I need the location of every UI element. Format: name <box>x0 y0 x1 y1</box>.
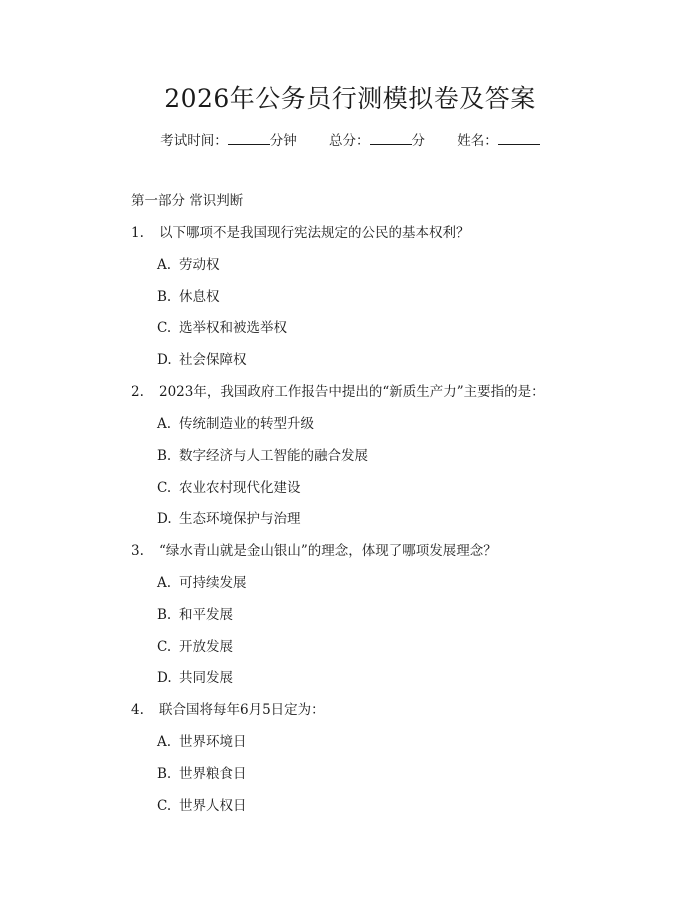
option-1b <box>157 287 220 307</box>
option-3b <box>157 605 233 625</box>
option-text: 和平发展 <box>179 607 233 623</box>
exam-time-label: 考试时间： <box>160 133 228 149</box>
option-2b <box>157 446 368 466</box>
question-4 <box>131 700 325 720</box>
exam-score-blank <box>370 132 412 145</box>
option-letter: B. <box>157 289 172 305</box>
option-text: 世界粮食日 <box>179 766 247 782</box>
option-3c <box>157 637 233 657</box>
section-title: 第一部分 常识判断 <box>131 193 244 209</box>
option-4b <box>157 764 247 784</box>
exam-score <box>329 131 425 151</box>
option-text: 开放发展 <box>179 639 233 655</box>
exam-score-label: 总分： <box>329 133 370 149</box>
option-text: 世界人权日 <box>179 798 247 814</box>
option-text: 生态环境保护与治理 <box>179 511 301 527</box>
option-text: 世界环境日 <box>179 734 247 750</box>
exam-name-label: 姓名： <box>457 133 498 149</box>
option-text: 数字经济与人工智能的融合发展 <box>179 448 368 464</box>
exam-score-unit: 分 <box>411 133 425 149</box>
question-text: 以下哪项不是我国现行宪法规定的公民的基本权利？ <box>159 225 470 241</box>
option-letter: C. <box>157 480 172 496</box>
question-text: 2023年，我国政府工作报告中提出的“新质生产力”主要指的是： <box>159 384 545 400</box>
option-1c <box>157 318 287 338</box>
option-letter: A. <box>157 257 172 273</box>
question-number: 2. <box>131 384 144 400</box>
option-letter: A. <box>157 734 172 750</box>
option-text: 农业农村现代化建设 <box>179 480 301 496</box>
page-title: 2026年公务员行测模拟卷及答案 <box>164 84 536 113</box>
option-4a <box>157 732 247 752</box>
option-letter: A. <box>157 416 172 432</box>
option-text: 休息权 <box>179 289 220 305</box>
option-1d <box>157 350 247 370</box>
question-number: 3. <box>131 543 144 559</box>
option-text: 选举权和被选举权 <box>179 320 287 336</box>
question-2 <box>131 382 545 402</box>
option-2a <box>157 414 314 434</box>
option-letter: B. <box>157 607 172 623</box>
question-number: 1. <box>131 225 144 241</box>
option-text: 劳动权 <box>179 257 220 273</box>
option-text: 传统制造业的转型升级 <box>179 416 314 432</box>
question-3 <box>131 541 497 561</box>
option-letter: D. <box>157 511 172 527</box>
question-number: 4. <box>131 702 144 718</box>
option-3d <box>157 668 233 688</box>
option-letter: A. <box>157 575 172 591</box>
option-2c <box>157 478 301 498</box>
exam-meta <box>0 131 700 151</box>
question-text: “绿水青山就是金山银山”的理念，体现了哪项发展理念？ <box>159 543 497 559</box>
option-letter: C. <box>157 798 172 814</box>
option-letter: B. <box>157 766 172 782</box>
option-letter: B. <box>157 448 172 464</box>
exam-time-blank <box>228 132 270 145</box>
option-2d <box>157 509 301 529</box>
option-letter: D. <box>157 352 172 368</box>
option-letter: D. <box>157 670 172 686</box>
exam-time-unit: 分钟 <box>269 133 297 149</box>
option-4c <box>157 796 247 816</box>
option-3a <box>157 573 247 593</box>
question-text: 联合国将每年6月5日定为： <box>159 702 325 718</box>
option-letter: C. <box>157 320 172 336</box>
option-text: 社会保障权 <box>179 352 247 368</box>
exam-name-blank <box>498 132 540 145</box>
option-text: 共同发展 <box>179 670 233 686</box>
question-1 <box>131 223 470 243</box>
option-1a <box>157 255 220 275</box>
option-letter: C. <box>157 639 172 655</box>
exam-time <box>160 131 297 151</box>
exam-name <box>457 131 540 151</box>
option-text: 可持续发展 <box>179 575 247 591</box>
